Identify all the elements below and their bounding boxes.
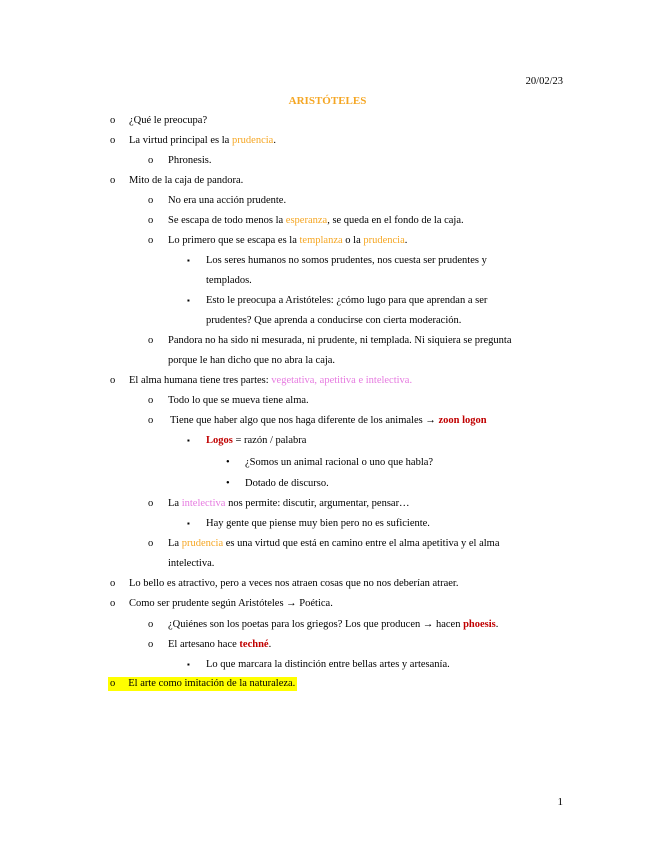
text-line: Phronesis. — [168, 155, 212, 166]
bullet-level4: • — [226, 478, 230, 489]
highlighted-line — [108, 677, 297, 691]
text-line — [129, 134, 276, 148]
text-line — [170, 414, 487, 428]
text-line: No era una acción prudente. — [168, 195, 287, 206]
text-line: Esto le preocupa a Aristóteles: ¿cómo lugo para que aprendan a ser — [206, 295, 488, 306]
text-line: porque le han dicho que no abra la caja. — [168, 355, 336, 366]
highlight-term: templanza — [299, 235, 343, 246]
text-line — [168, 214, 464, 228]
text-line — [129, 374, 412, 388]
text-line: Todo lo que se mueva tiene alma. — [168, 395, 309, 406]
text-line: ¿Somos un animal racional o uno que habla? — [245, 457, 434, 468]
bullet-level1: o — [110, 578, 116, 589]
text-line: Hay gente que piense muy bien pero no es suficiente. — [206, 518, 430, 529]
bullet-level2: o — [148, 538, 154, 549]
bullet-level2: o — [148, 639, 154, 650]
text-line: Dotado de discurso. — [245, 478, 329, 489]
bullet-level2: o — [148, 498, 154, 509]
bullet-level2: o — [148, 415, 154, 426]
text-span: Se escapa de todo menos la — [168, 215, 286, 226]
text-span: . — [273, 135, 276, 146]
highlight-term: zoon logon — [438, 415, 487, 426]
text-line: intelectiva. — [168, 558, 215, 569]
text-span: ¿Quiénes son los poetas para los griegos? Los que producen → hacen — [168, 619, 464, 630]
text-span: Tiene que haber algo que nos haga diferente de los animales → — [170, 415, 439, 426]
text-span: o la — [342, 235, 364, 246]
text-line: Mito de la caja de pandora. — [129, 175, 244, 186]
text-span: El arte como imitación de la naturaleza. — [128, 678, 296, 689]
bullet-level2: o — [148, 235, 154, 246]
text-span: , se queda en el fondo de la caja. — [327, 215, 464, 226]
text-line: prudentes? Que aprenda a conducirse con cierta moderación. — [206, 315, 462, 326]
text-line: Pandora no ha sido ni mesurada, ni prudente, ni templada. Ni siquiera se pregunta — [168, 335, 512, 346]
page-number: 1 — [557, 796, 563, 808]
bullet-level2: o — [148, 195, 154, 206]
document-date: 20/02/23 — [525, 76, 563, 87]
document-title: ARISTÓTELES — [288, 95, 367, 107]
text-line: Como ser prudente según Aristóteles → Poética. — [129, 598, 333, 609]
text-span: El artesano hace — [168, 639, 240, 650]
text-line: templados. — [206, 275, 252, 286]
bullet-level3: ▪ — [187, 519, 190, 528]
bullet-level3: ▪ — [187, 660, 190, 669]
bullet-level1: o — [110, 175, 116, 186]
bullet-level3: ▪ — [187, 296, 190, 305]
highlight-term: esperanza — [285, 215, 328, 226]
highlight-term: prudencia — [363, 235, 405, 246]
text-span: . — [495, 619, 499, 630]
bullet-level2: o — [148, 395, 154, 406]
bullet-level2: o — [148, 215, 154, 226]
text-line — [168, 497, 410, 511]
text-span: . — [268, 639, 272, 650]
text-line — [168, 638, 271, 652]
text-line — [168, 234, 407, 248]
text-line: Lo bello es atractivo, pero a veces nos atraen cosas que no nos deberían atraer. — [129, 578, 459, 589]
highlight-term: phoesis — [463, 619, 496, 630]
highlight-term: intelectiva — [181, 498, 226, 509]
text-line: Los seres humanos no somos prudentes, nos cuesta ser prudentes y — [206, 255, 487, 266]
bullet-level2: o — [148, 155, 154, 166]
highlight-term: prudencia — [231, 135, 274, 146]
text-span: La — [168, 498, 182, 509]
bullet-level1: o — [110, 598, 116, 609]
text-line — [168, 618, 498, 632]
bullet-level1: o — [110, 115, 116, 126]
highlight-term: prudencia — [181, 538, 224, 549]
highlight-term: Logos — [206, 435, 233, 446]
text-span: = razón / palabra — [232, 435, 307, 446]
bullet-level1: o — [110, 135, 116, 146]
text-span: nos permite: discutir, argumentar, pensar… — [225, 498, 410, 509]
highlight-term: techné — [239, 639, 269, 650]
text-span: Lo primero que se escapa es la — [168, 235, 300, 246]
text-span: es una virtud que está en camino entre el alma apetitiva y el alma — [223, 538, 500, 549]
text-line — [168, 537, 500, 551]
bullet-level3: ▪ — [187, 256, 190, 265]
bullet-level1: o — [110, 375, 116, 386]
text-line: Lo que marcara la distinción entre bellas artes y artesanía. — [206, 659, 450, 670]
text-span: La — [168, 538, 182, 549]
bullet-level1: o — [110, 678, 116, 689]
bullet-level2: o — [148, 619, 154, 630]
text-span: La virtud principal es la — [129, 135, 232, 146]
bullet-level3: ▪ — [187, 436, 190, 445]
text-span: . — [404, 235, 408, 246]
highlight-term: vegetativa, apetitiva e intelectiva. — [271, 375, 413, 386]
text-span: El alma humana tiene tres partes: — [129, 375, 272, 386]
bullet-level4: • — [226, 457, 230, 468]
bullet-level2: o — [148, 335, 154, 346]
text-line — [206, 434, 306, 448]
text-line: ¿Qué le preocupa? — [129, 115, 208, 126]
